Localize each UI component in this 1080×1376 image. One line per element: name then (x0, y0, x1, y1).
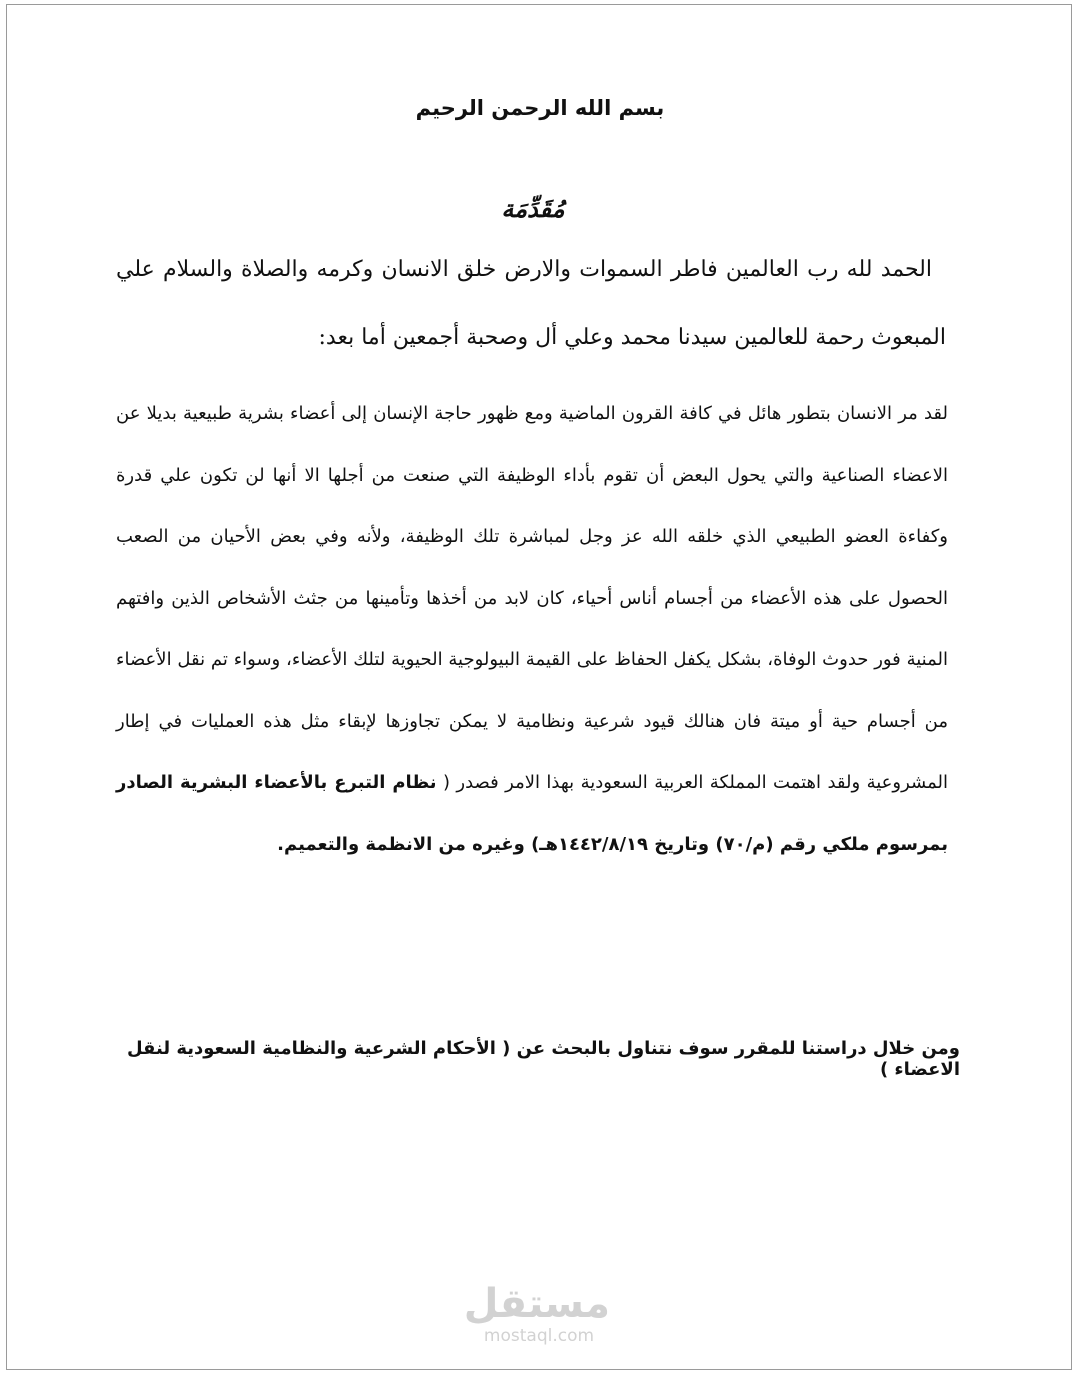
watermark-latin: mostaql.com (483, 1326, 595, 1346)
watermark-arabic: مستقل (463, 1281, 610, 1327)
body-bold-text: نظام التبرع بالأعضاء البشرية الصادر بمرسوم ملكي رقم (م/٧٠) وتاريخ ١٤٤٢/٨/١٩هـ) وغيره من الانظمة والتعميم. (116, 772, 948, 855)
intro-text: الحمد لله رب العالمين فاطر السموات والارض خلق الانسان وكرمه والصلاة والسلام علي المبعوث رحمة للعالمين سيدنا محمد وعلي أل وصحبة أجمعين أما بعد: (116, 257, 946, 350)
body-paragraph (116, 383, 948, 875)
intro-paragraph (116, 236, 946, 372)
mostaql-watermark (463, 1281, 610, 1346)
basmala-heading: بسم الله الرحمن الرحيم (415, 96, 665, 120)
body-text: لقد مر الانسان بتطور هائل في كافة القرون الماضية ومع ظهور حاجة الإنسان إلى أعضاء بشرية طبيعية بديلا عن الاعضاء الصناعية والتي يحول البعض أن تقوم بأداء الوظيفة التي صنعت من أجلها الا أنها لن تكون علي قدرة وكفاءة العضو الطبيعي الذي خلقه الله عز وجل لمباشرة تلك الوظيفة، ولأنه وفي بعض الأحيان من الصعب الحصول على هذه الأعضاء من أجسام أناس أحياء، كان لابد من أخذها وتأمينها من جثث الأشخاص الذين وافتهم المنية فور حدوث الوفاة، بشكل يكفل الحفاظ على القيمة البيولوجية الحيوية لتلك الأعضاء، وسواء تم نقل الأعضاء من أجسام حية أو ميتة فان هنالك قيود شرعية ونظامية لا يمكن تجاوزها لإبقاء مثل هذه العمليات في إطار المشروعية ولقد اهتمت المملكة العربية السعودية بهذا الامر فصدر ( (116, 403, 948, 793)
introduction-title: مُقَدِّمَة (501, 194, 565, 223)
closing-statement: ومن خلال دراستنا للمقرر سوف نتناول بالبحث عن ( الأحكام الشرعية والنظامية السعودية لنقل الاعضاء ) (126, 1038, 960, 1080)
